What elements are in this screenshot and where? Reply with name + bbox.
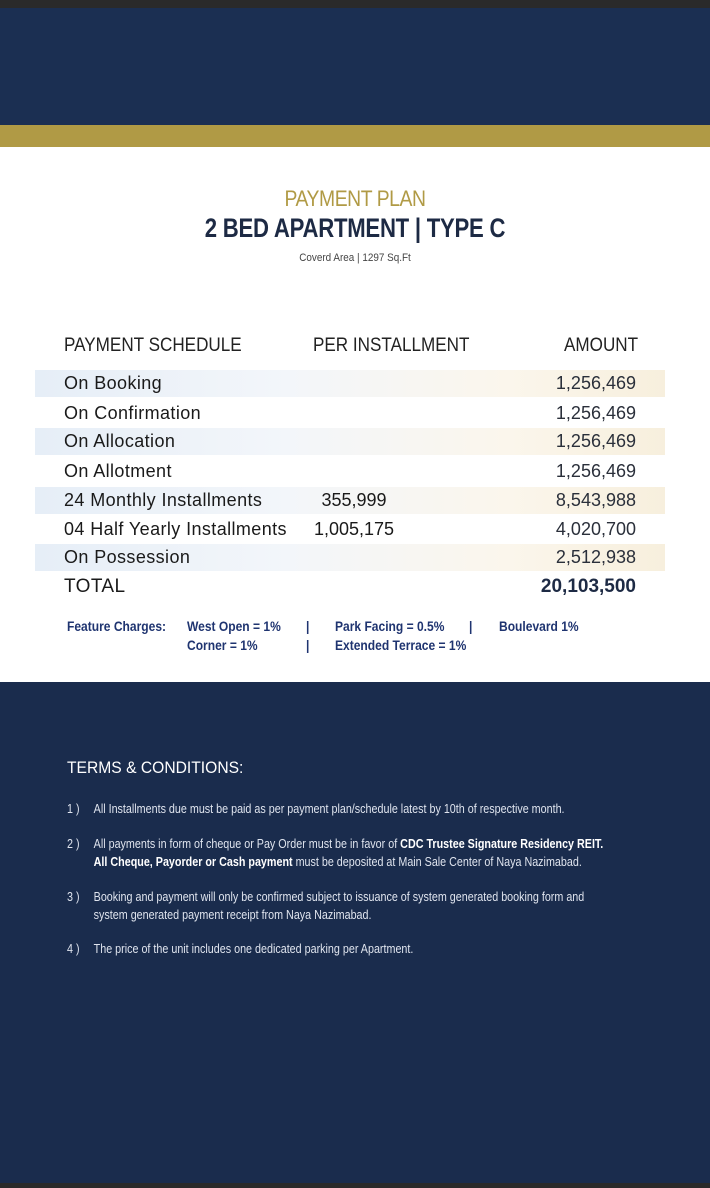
row-label: 04 Half Yearly Installments <box>64 519 287 539</box>
row-label: On Allotment <box>64 461 172 481</box>
term-text-part: Booking and payment will only be confirmed subject to issuance of system generated booking form and <box>93 890 585 904</box>
term-text-part: must be deposited at Main Sale Center of Naya Nazimabad. <box>292 855 582 869</box>
col-payment-schedule: PAYMENT SCHEDULE <box>64 335 242 356</box>
payment-plan-panel <box>0 147 710 682</box>
term-number: 1 ) <box>67 802 80 816</box>
total-row <box>35 573 665 600</box>
row-amount: 1,256,469 <box>555 461 636 481</box>
feature-west-open: West Open = 1% <box>187 618 281 634</box>
term-text-part: All payments in form of cheque or Pay Order must be in favor of <box>93 837 401 851</box>
row-amount: 8,543,988 <box>555 490 636 510</box>
term-text <box>94 835 604 871</box>
feature-charges-label: Feature Charges: <box>67 618 167 634</box>
header-band <box>0 8 710 125</box>
table-row <box>35 516 665 543</box>
terms-title: TERMS & CONDITIONS: <box>67 758 244 777</box>
row-amount: 1,256,469 <box>555 373 636 393</box>
table-row <box>35 400 665 427</box>
covered-area: Coverd Area | 1297 Sq.Ft <box>299 252 411 264</box>
term-item <box>67 835 603 871</box>
feature-corner: Corner = 1% <box>187 637 258 653</box>
row-label: 24 Monthly Installments <box>64 490 263 510</box>
row-amount: 4,020,700 <box>555 519 636 539</box>
feature-extended-terrace: Extended Terrace = 1% <box>335 637 467 653</box>
row-amount: 1,256,469 <box>555 403 636 423</box>
top-edge <box>0 0 710 8</box>
term-text <box>94 888 585 924</box>
payment-methods: All Cheque, Payorder or Cash payment <box>93 855 293 869</box>
term-number: 2 ) <box>67 837 80 851</box>
table-row <box>35 544 665 571</box>
table-row <box>35 428 665 455</box>
row-label: On Allocation <box>64 431 176 451</box>
row-per-installment: 355,999 <box>321 490 387 510</box>
table-row <box>35 458 665 485</box>
table-row <box>35 370 665 397</box>
feature-separator: | <box>306 637 310 653</box>
row-label: On Possession <box>64 547 191 567</box>
table-row <box>35 487 665 514</box>
total-amount: 20,103,500 <box>540 576 636 597</box>
term-text: All Installments due must be paid as per payment plan/schedule latest by 10th of respective month. <box>93 802 565 816</box>
gold-stripe <box>0 125 710 147</box>
col-per-installment: PER INSTALLMENT <box>313 335 470 356</box>
row-label: On Booking <box>64 373 163 393</box>
term-item <box>67 940 413 958</box>
row-amount: 1,256,469 <box>555 431 636 451</box>
col-amount: AMOUNT <box>564 335 639 356</box>
row-per-installment: 1,005,175 <box>313 519 395 539</box>
term-text: The price of the unit includes one dedicated parking per Apartment. <box>93 942 414 956</box>
apartment-type-title: 2 BED APARTMENT | TYPE C <box>204 213 506 243</box>
row-label: On Confirmation <box>64 403 202 423</box>
plan-title: PAYMENT PLAN <box>284 186 426 211</box>
feature-boulevard: Boulevard 1% <box>499 618 579 634</box>
term-item <box>67 888 584 924</box>
row-amount: 2,512,938 <box>555 547 636 567</box>
feature-park-facing: Park Facing = 0.5% <box>335 618 445 634</box>
term-item <box>67 800 565 818</box>
feature-separator: | <box>306 618 310 634</box>
feature-separator: | <box>469 618 473 634</box>
bottom-edge <box>0 1183 710 1188</box>
trustee-name: CDC Trustee Signature Residency REIT. <box>400 837 604 851</box>
term-number: 3 ) <box>67 890 80 904</box>
total-label: TOTAL <box>64 576 126 597</box>
term-text-part: system generated payment receipt from Naya Nazimabad. <box>93 908 372 922</box>
term-number: 4 ) <box>67 942 80 956</box>
